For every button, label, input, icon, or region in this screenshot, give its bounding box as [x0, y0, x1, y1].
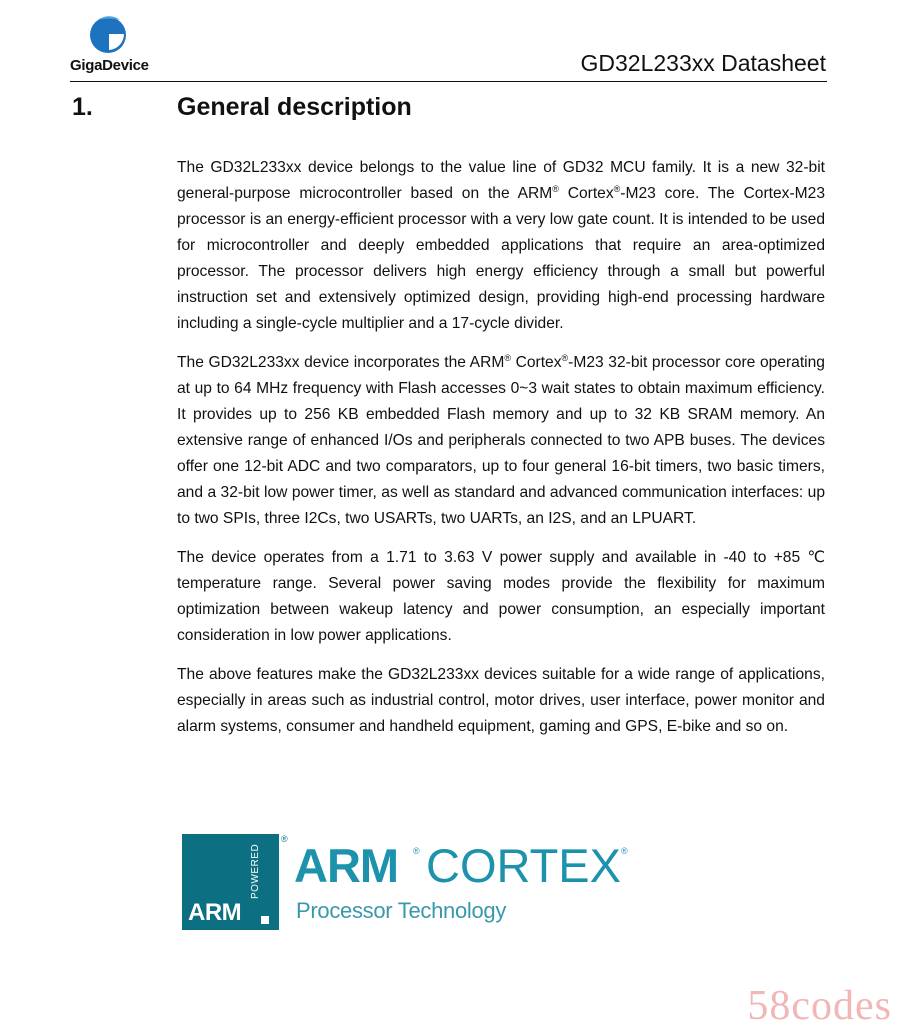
badge-powered-text: POWERED — [250, 843, 261, 899]
arm-wordmark: ARM — [294, 839, 399, 892]
gigadevice-logo-icon — [88, 14, 128, 54]
processor-technology-tagline: Processor Technology — [296, 898, 507, 923]
body-text — [177, 155, 825, 753]
paragraph-1: The GD32L233xx device belongs to the value line of GD32 MCU family. It is a new 32-bit general-purpose microcontroller based on the ARM® Cortex®-M23 core. The Cortex-M23 processor is an energy-efficient processor with a very low gate count. It is intended to be used for microcontroller and deeply embedded applications that require an area-optimized processor. The processor delivers high energy efficiency through a small but powerful instruction set and extensively optimized design, providing high-end processing hardware including a single-cycle multiplier and a 17-cycle divider. — [177, 159, 825, 332]
paragraph-4: The above features make the GD32L233xx devices suitable for a wide range of applications, especially in areas such as industrial control, motor drives, user interface, power monitor and alarm systems, consumer and handheld equipment, gaming and GPS, E-bike and so on. — [177, 666, 825, 735]
watermark: 58codes — [747, 983, 892, 1029]
registered-mark: ® — [504, 353, 511, 363]
badge-dot — [261, 916, 269, 924]
registered-mark: ® — [561, 353, 569, 363]
paragraph-2: The GD32L233xx device incorporates the ARM® Cortex®-M23 32-bit processor core operating at up to 64 MHz frequency with Flash accesses 0~3 wait states to obtain maximum efficiency. It provides up to 256 KB embedded Flash memory and up to 32 KB SRAM memory. An extensive range of enhanced I/Os and peripherals connected to two APB buses. The devices offer one 12-bit ADC and two comparators, up to four general 16-bit timers, two basic timers, and a 32-bit low power timer, as well as standard and advanced communication interfaces: up to two SPIs, three I2Cs, two USARTs, two UARTs, an I2S, and an LPUART. — [177, 353, 825, 527]
company-logo — [70, 14, 150, 76]
logo-text: GigaDevice — [70, 57, 149, 74]
registered-mark: ® — [552, 184, 559, 194]
section-number: 1. — [72, 93, 93, 121]
badge-registered-mark: ® — [281, 834, 288, 844]
badge-arm-text: ARM — [188, 899, 242, 926]
paragraph-3: The device operates from a 1.71 to 3.63 V power supply and available in -40 to +85 ℃ temperature range. Several power saving modes provide the flexibility for maximum optimization between wakeup latency and power consumption, an especially important consideration in low power applications. — [177, 549, 825, 644]
cortex-registered-mark: ® — [621, 846, 628, 856]
document-title: GD32L233xx Datasheet — [580, 50, 826, 76]
header-divider — [70, 81, 827, 82]
arm-registered-mark: ® — [413, 846, 420, 856]
arm-powered-badge — [182, 834, 279, 930]
registered-mark: ® — [613, 184, 621, 194]
cortex-wordmark: CORTEX — [426, 839, 621, 892]
section-title: General description — [177, 93, 412, 121]
